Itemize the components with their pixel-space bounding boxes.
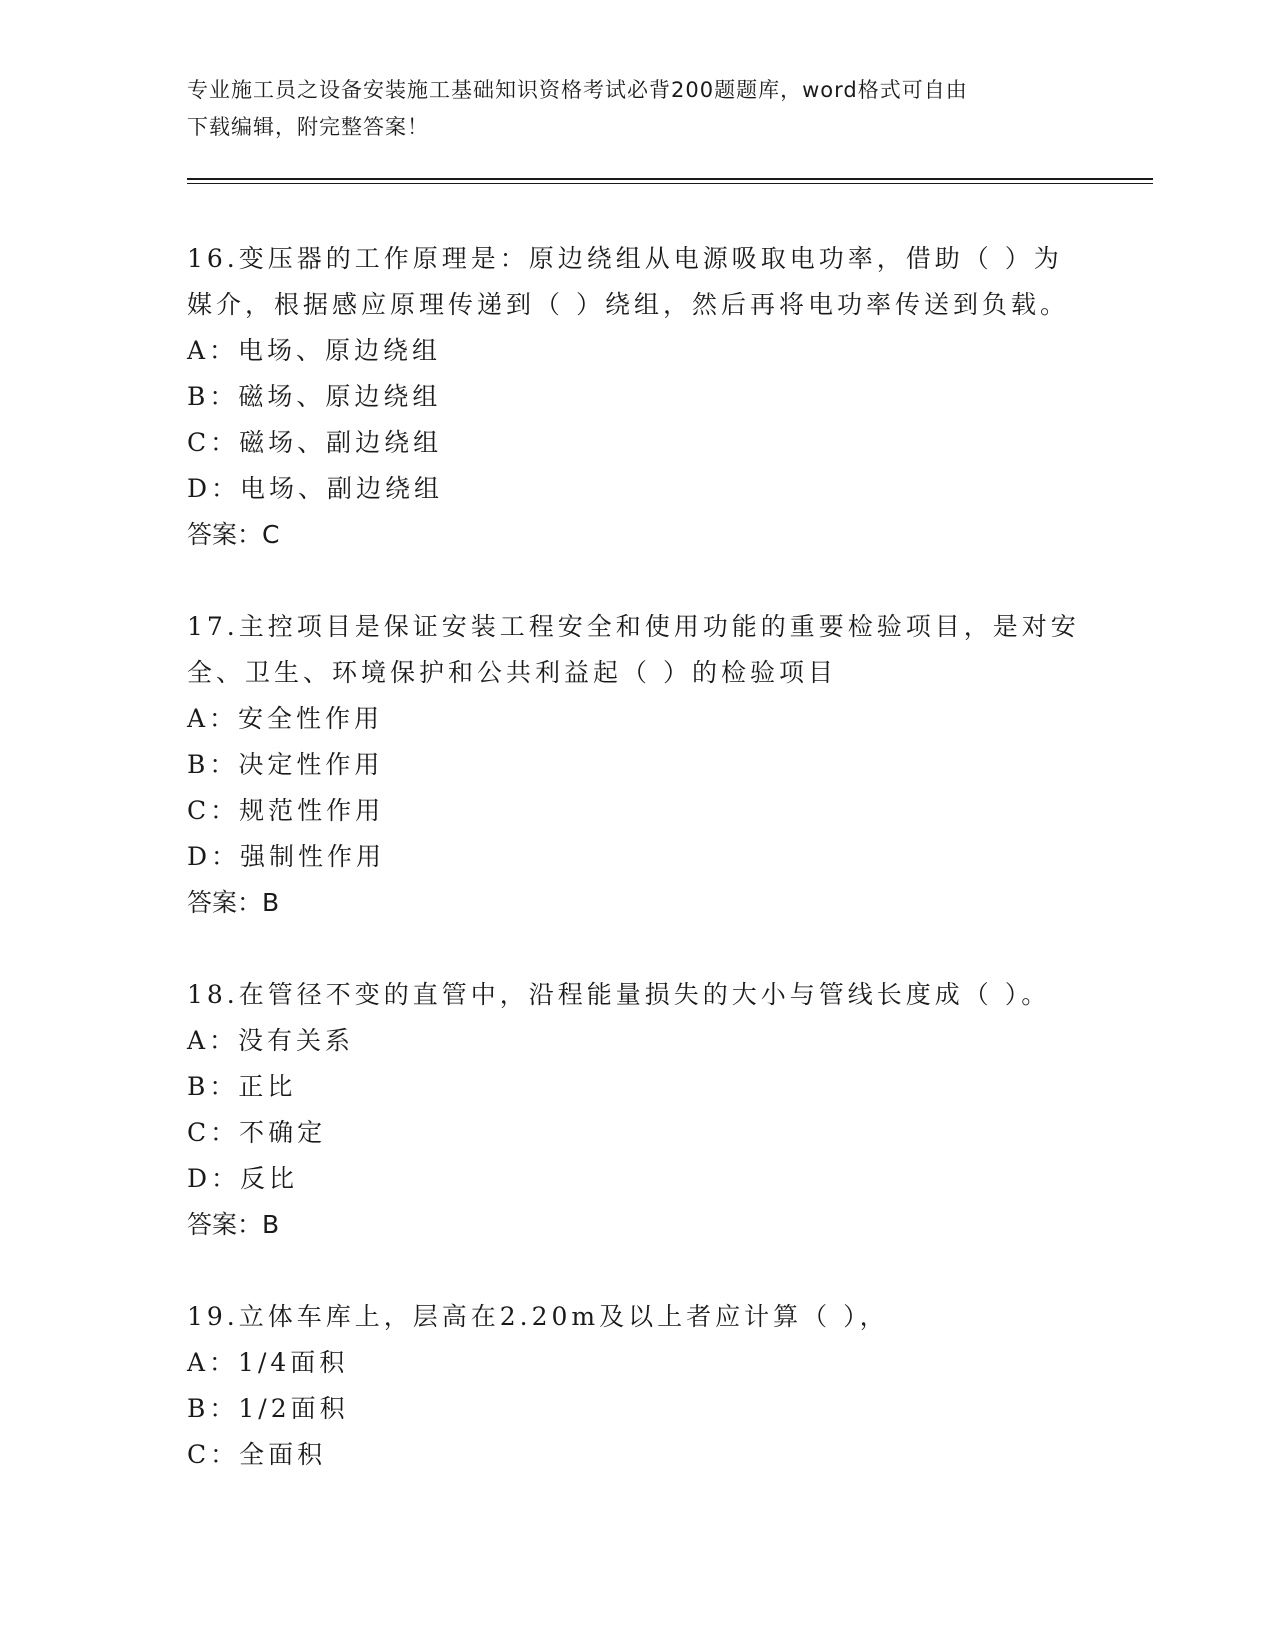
question-text-line: 全、卫生、环境保护和公共利益起（ ）的检验项目	[187, 658, 837, 687]
answer: 答案：C	[187, 520, 280, 549]
question-16	[187, 236, 1087, 558]
option-b: B：1/2面积	[187, 1394, 349, 1423]
option-a: A：没有关系	[187, 1026, 355, 1055]
question-text-line: 媒介，根据感应原理传递到（ ）绕组，然后再将电功率传送到负载。	[187, 290, 1069, 319]
question-text-line: 19.立体车库上，层高在2.20m及以上者应计算（ ），	[187, 1302, 889, 1331]
question-19	[187, 1294, 1087, 1478]
option-d: D：强制性作用	[187, 842, 386, 871]
option-b: B：正比	[187, 1072, 297, 1101]
option-d: D：电场、副边绕组	[187, 474, 444, 503]
option-c: C：规范性作用	[187, 796, 385, 825]
header-title-line-2: 下载编辑，附完整答案！	[187, 115, 429, 139]
option-d: D：反比	[187, 1164, 299, 1193]
option-c: C：全面积	[187, 1440, 327, 1469]
option-b: B：磁场、原边绕组	[187, 382, 442, 411]
question-17	[187, 604, 1087, 926]
header-title-line-1: 专业施工员之设备安装施工基础知识资格考试必背200题题库，word格式可自由	[187, 78, 968, 102]
question-text-line: 18.在管径不变的直管中，沿程能量损失的大小与管线长度成（ ）。	[187, 980, 1051, 1009]
answer: 答案：B	[187, 888, 280, 917]
option-a: A：安全性作用	[187, 704, 384, 733]
option-a: A：电场、原边绕组	[187, 336, 442, 365]
question-text-line: 16.变压器的工作原理是：原边绕组从电源吸取电功率，借助（ ）为	[187, 244, 1063, 273]
question-list	[187, 236, 1087, 1524]
header-divider-thick	[187, 178, 1153, 180]
document-header	[187, 72, 1087, 146]
question-text-line: 17.主控项目是保证安装工程安全和使用功能的重要检验项目，是对安	[187, 612, 1080, 641]
option-a: A：1/4面积	[187, 1348, 349, 1377]
option-c: C：磁场、副边绕组	[187, 428, 443, 457]
answer: 答案：B	[187, 1210, 280, 1239]
header-divider-thin	[187, 183, 1153, 184]
option-c: C：不确定	[187, 1118, 327, 1147]
option-b: B：决定性作用	[187, 750, 384, 779]
question-18	[187, 972, 1087, 1248]
